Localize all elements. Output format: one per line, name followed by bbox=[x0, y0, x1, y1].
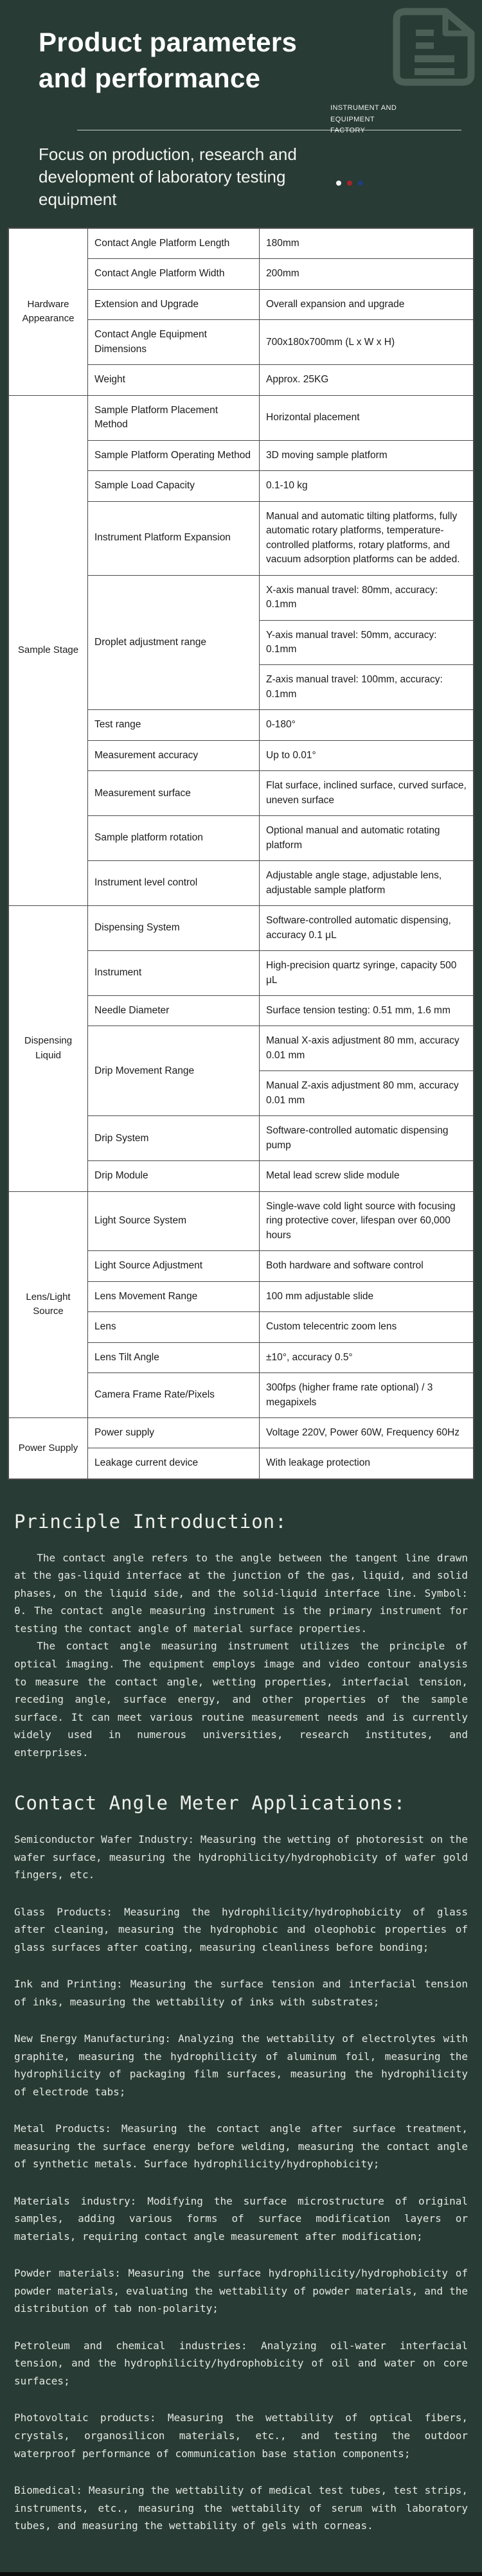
application-paragraph: Photovoltaic products: Measuring the wettability of optical fibers, crystals, organosilicon materials, etc., and testing the outdoor waterproof performance of communication base station components; bbox=[14, 2412, 468, 2460]
category-cell: Power Supply bbox=[8, 1417, 88, 1479]
value-cell: 300fps (higher frame rate optional) / 3 megapixels bbox=[260, 1373, 474, 1418]
page-header bbox=[0, 0, 482, 135]
value-cell: Surface tension testing: 0.51 mm, 1.6 mm bbox=[260, 996, 474, 1026]
table-row bbox=[8, 1417, 474, 1448]
carousel-dot-3[interactable] bbox=[358, 181, 363, 186]
parameter-cell: Weight bbox=[88, 365, 260, 395]
parameter-cell: Light Source Adjustment bbox=[88, 1251, 260, 1281]
value-cell: X-axis manual travel: 80mm, accuracy: 0.1mm bbox=[260, 575, 474, 620]
value-cell: 3D moving sample platform bbox=[260, 440, 474, 470]
parameter-cell: Droplet adjustment range bbox=[88, 575, 260, 710]
application-paragraph: Powder materials: Measuring the surface hydrophilicity/hydrophobicity of powder materials, evaluating the wettability of powder materials, and the distribution of tab non-polarity; bbox=[14, 2267, 468, 2315]
application-paragraph: New Energy Manufacturing: Analyzing the wettability of electrolytes with graphite, measuring the hydrophilicity of aluminum foil, measuring the hydrophilicity of packaging film surfaces, measuring the hydrophilicity of electrode tabs; bbox=[14, 2032, 468, 2098]
value-cell: Manual and automatic tilting platforms, fully automatic rotary platforms, temperature-controlled platforms, rotary platforms, and vacuum adsorption platforms can be added. bbox=[260, 501, 474, 575]
value-cell: Custom telecentric zoom lens bbox=[260, 1312, 474, 1342]
category-cell: Hardware Appearance bbox=[8, 228, 88, 395]
parameter-cell: Drip Movement Range bbox=[88, 1026, 260, 1116]
parameter-cell: Power supply bbox=[88, 1417, 260, 1448]
page-title-line2: and performance bbox=[39, 62, 261, 93]
value-cell: Manual X-axis adjustment 80 mm, accuracy 0.01 mm bbox=[260, 1026, 474, 1071]
value-cell: Z-axis manual travel: 100mm, accuracy: 0.1mm bbox=[260, 665, 474, 710]
application-paragraph: Biomedical: Measuring the wettability of medical test tubes, test strips, instruments, etc., measuring the wettability of serum with laboratory tubes, and measuring the wettability of gels with corneas. bbox=[14, 2484, 468, 2532]
application-paragraph: Metal Products: Measuring the contact angle after surface treatment, measuring the surface energy before welding, measuring the contact angle of synthetic metals. Surface hydrophilicity/hydrophobicity; bbox=[14, 2122, 468, 2171]
category-cell: Lens/Light Source bbox=[8, 1191, 88, 1417]
parameter-cell: Lens Movement Range bbox=[88, 1281, 260, 1311]
parameter-cell: Measurement accuracy bbox=[88, 740, 260, 770]
carousel-dots bbox=[336, 181, 363, 186]
parameter-cell: Sample Load Capacity bbox=[88, 471, 260, 501]
value-cell: 0-180° bbox=[260, 710, 474, 740]
subtitle-section bbox=[0, 130, 482, 211]
value-cell: Approx. 25KG bbox=[260, 365, 474, 395]
application-paragraph: Materials industry: Modifying the surface microstructure of original samples, adding various forms of surface modification layers or materials, requiring contact angle measurement after modification; bbox=[14, 2194, 468, 2243]
table-row bbox=[8, 395, 474, 440]
bottom-bar bbox=[0, 2572, 482, 2576]
table-row bbox=[8, 228, 474, 259]
value-cell: Flat surface, inclined surface, curved surface, uneven surface bbox=[260, 771, 474, 816]
parameter-cell: Sample platform rotation bbox=[88, 816, 260, 861]
value-cell: Metal lead screw slide module bbox=[260, 1161, 474, 1191]
value-cell: Software-controlled automatic dispensing pump bbox=[260, 1116, 474, 1161]
parameter-cell: Contact Angle Equipment Dimensions bbox=[88, 320, 260, 365]
value-cell: Manual Z-axis adjustment 80 mm, accuracy 0.01 mm bbox=[260, 1071, 474, 1116]
parameter-cell: Camera Frame Rate/Pixels bbox=[88, 1373, 260, 1418]
spec-table-body bbox=[8, 228, 474, 1479]
value-cell: 100 mm adjustable slide bbox=[260, 1281, 474, 1311]
application-paragraph: Petroleum and chemical industries: Analyzing oil-water interfacial tension, and the hydrophilicity/hydrophobicity of oil and water on core surfaces; bbox=[14, 2339, 468, 2387]
subtitle-text: Focus on production, research and development of laboratory testing equipment bbox=[39, 144, 297, 209]
parameter-cell: Sample Platform Placement Method bbox=[88, 395, 260, 440]
value-cell: Software-controlled automatic dispensing, accuracy 0.1 μL bbox=[260, 906, 474, 951]
factory-badge-line2: EQUIPMENT bbox=[330, 115, 375, 123]
table-row bbox=[8, 1191, 474, 1250]
carousel-dot-1[interactable] bbox=[336, 181, 341, 186]
value-cell: Voltage 220V, Power 60W, Frequency 60Hz bbox=[260, 1417, 474, 1448]
value-cell: Overall expansion and upgrade bbox=[260, 289, 474, 319]
value-cell: Adjustable angle stage, adjustable lens, adjustable sample platform bbox=[260, 861, 474, 906]
value-cell: With leakage protection bbox=[260, 1448, 474, 1479]
parameter-cell: Contact Angle Platform Length bbox=[88, 228, 260, 259]
value-cell: Up to 0.01° bbox=[260, 740, 474, 770]
principle-paragraph: The contact angle refers to the angle between the tangent line drawn at the gas-liquid interface at the junction of the gas, liquid, and solid phases, on the liquid side, and the solid-liquid interface line. Symbol: θ. The contact angle measuring instrument is the primary instrument for testing the contact angle of material surface properties. bbox=[14, 1551, 468, 1635]
principle-heading: Principle Introduction: bbox=[14, 1510, 287, 1532]
page-title-line1: Product parameters bbox=[39, 27, 298, 57]
value-cell: High-precision quartz syringe, capacity 500 μL bbox=[260, 951, 474, 996]
parameter-cell: Instrument Platform Expansion bbox=[88, 501, 260, 575]
parameter-cell: Light Source System bbox=[88, 1191, 260, 1250]
value-cell: Horizontal placement bbox=[260, 395, 474, 440]
principle-paragraph: The contact angle measuring instrument utilizes the principle of optical imaging. The equipment employs image and video contour analysis to measure the contact angle, wetting properties, interfacial tension, receding angle, surface energy, and other properties of the sample surface. It can meet various routine measurement needs and is currently widely used in numerous universities, research institutes, and enterprises. bbox=[14, 1640, 468, 1759]
parameter-cell: Drip Module bbox=[88, 1161, 260, 1191]
principle-paragraphs bbox=[14, 1549, 468, 1761]
value-cell: Single-wave cold light source with focusing ring protective cover, lifespan over 60,000 hours bbox=[260, 1191, 474, 1250]
application-paragraph: Ink and Printing: Measuring the surface tension and interfacial tension of inks, measuring the wettability of inks with substrates; bbox=[14, 1978, 468, 2008]
value-cell: Y-axis manual travel: 50mm, accuracy: 0.1mm bbox=[260, 620, 474, 665]
parameter-cell: Sample Platform Operating Method bbox=[88, 440, 260, 470]
value-cell: Both hardware and software control bbox=[260, 1251, 474, 1281]
category-cell: Dispensing Liquid bbox=[8, 906, 88, 1192]
parameter-cell: Needle Diameter bbox=[88, 996, 260, 1026]
application-paragraph: Glass Products: Measuring the hydrophilicity/hydrophobicity of glass after cleaning, measuring the hydrophobic and oleophobic properties of glass surfaces after coating, measuring cleanliness before bonding; bbox=[14, 1905, 468, 1953]
applications-section bbox=[0, 1792, 482, 2534]
parameter-cell: Instrument bbox=[88, 951, 260, 996]
value-cell: 700x180x700mm (L x W x H) bbox=[260, 320, 474, 365]
parameter-cell: Dispensing System bbox=[88, 906, 260, 951]
parameter-cell: Drip System bbox=[88, 1116, 260, 1161]
parameter-cell: Test range bbox=[88, 710, 260, 740]
applications-list bbox=[14, 1831, 468, 2534]
value-cell: 180mm bbox=[260, 228, 474, 259]
document-icon bbox=[384, 8, 479, 89]
parameter-cell: Leakage current device bbox=[88, 1448, 260, 1479]
carousel-dot-2[interactable] bbox=[347, 181, 352, 186]
spec-table bbox=[8, 227, 474, 1480]
parameter-cell: Instrument level control bbox=[88, 861, 260, 906]
parameter-cell: Measurement surface bbox=[88, 771, 260, 816]
parameter-cell: Lens bbox=[88, 1312, 260, 1342]
value-cell: Optional manual and automatic rotating platform bbox=[260, 816, 474, 861]
value-cell: ±10°, accuracy 0.5° bbox=[260, 1342, 474, 1372]
factory-badge-line3: FACTORY bbox=[330, 127, 366, 135]
parameter-cell: Extension and Upgrade bbox=[88, 289, 260, 319]
parameter-cell: Lens Tilt Angle bbox=[88, 1342, 260, 1372]
parameter-cell: Contact Angle Platform Width bbox=[88, 259, 260, 289]
factory-badge-line1: INSTRUMENT AND bbox=[330, 104, 397, 112]
applications-heading: Contact Angle Meter Applications: bbox=[14, 1792, 406, 1815]
value-cell: 0.1-10 kg bbox=[260, 471, 474, 501]
application-paragraph: Semiconductor Wafer Industry: Measuring the wetting of photoresist on the wafer surface, measuring the hydrophilicity/hydrophobicity of wafer gold fingers, etc. bbox=[14, 1833, 468, 1881]
principle-section bbox=[0, 1511, 482, 1761]
table-row bbox=[8, 906, 474, 951]
value-cell: 200mm bbox=[260, 259, 474, 289]
category-cell: Sample Stage bbox=[8, 395, 88, 905]
